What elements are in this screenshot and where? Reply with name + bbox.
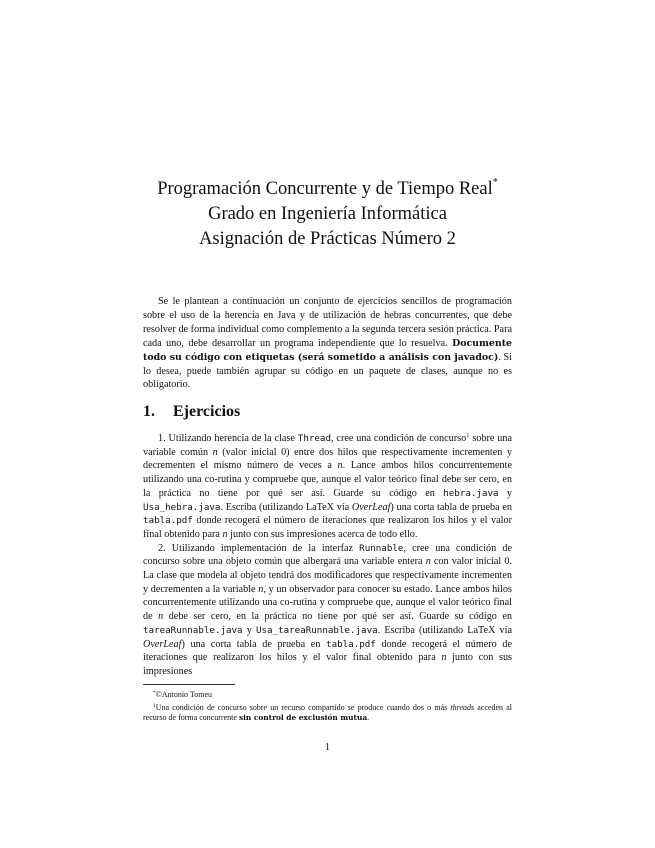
document-title xyxy=(0,170,655,252)
footnotes xyxy=(143,688,512,724)
section-number: 1. xyxy=(143,403,155,420)
title-line-3: Asignación de Prácticas Número 2 xyxy=(199,229,456,249)
footnote-ref-1: 1 xyxy=(466,432,470,439)
section-title: Ejercicios xyxy=(173,403,241,420)
exercise-2: 2. Utilizando implementación de la interfaz Runnable, cree una condición de concurso sobre una objeto común que albergará una variable entera n con valor inicial 0. La clase que modela al objeto tendrá dos modificadores que respectivamente incrementen y decrementen a la variable n, y un observador para conocer su estado. Lance ambos hilos concurrentemente utilizando una co-rutina y compruebe que, aunque el valor teórico final de n debe ser cero, en la práctica no tiene por qué ser así. Guarde su código en tareaRunnable.java y Usa_tareaRunnable.java. Escriba (utilizando LaTeX vía OverLeaf) una corta tabla de prueba en tabla.pdf donde recogerá el número de iteraciones que realizaron los hilos y el valor final obtenido para n junto con sus impresiones xyxy=(143,542,513,677)
title-line-1: Programación Concurrente y de Tiempo Real* xyxy=(157,177,498,199)
abstract-paragraph: Se le plantean a continuación un conjunto de ejercicios sencillos de programación sobre el uso de la herencia en Java y de utilización de hebras concurrentes, que debe resolver de forma individual como complemento a la segunda tercera sesión práctica. Para cada uno, debe desarrollar un programa independiente que lo resuelva. Documente todo su código con etiquetas (será sometido a análisis con javadoc). Si lo desea, puede también agrupar su código en un paquete de clases, aunque no es obligatorio. xyxy=(143,296,512,391)
footnote-rule xyxy=(143,684,235,685)
title-line-2: Grado en Ingeniería Informática xyxy=(208,204,447,224)
abstract-bold-instruction: Documente todo su código con etiquetas (será sometido a análisis con javadoc) xyxy=(143,337,512,363)
section-body xyxy=(143,429,512,679)
footnote-author: *©Antonio Tomeu xyxy=(153,690,213,699)
abstract xyxy=(143,295,512,392)
section-heading xyxy=(143,402,240,422)
title-footnote-mark: * xyxy=(492,177,498,188)
page-number: 1 xyxy=(324,742,331,753)
exercise-1: 1. Utilizando herencia de la clase Thread, cree una condición de concurso$^1$ sobre una variable común n (valor inicial 0) entre dos hilos que respectivamente incrementen y decrementen el mismo número de veces a n. Lance ambos hilos concurrentemente utilizando una co-rutina y compruebe que, aunque el valor teórico final debe ser cero, en la práctica no tiene por qué ser así. Guarde su código en hebra.java y Usa_hebra.java. Escriba (utilizando LaTeX vía OverLeaf) una corta tabla de prueba en tabla.pdf donde recogerá el número de iteraciones que realizaron los hilos y el valor final obtenido para n junto con sus impresiones acerca de todo ello. xyxy=(143,432,512,540)
footnote-1: $^1$Una condición de concurso sobre un recurso compartido se produce cuando dos o más threads acceden al recurso de forma concurrente sin control de exclusión mutua. xyxy=(143,702,512,722)
